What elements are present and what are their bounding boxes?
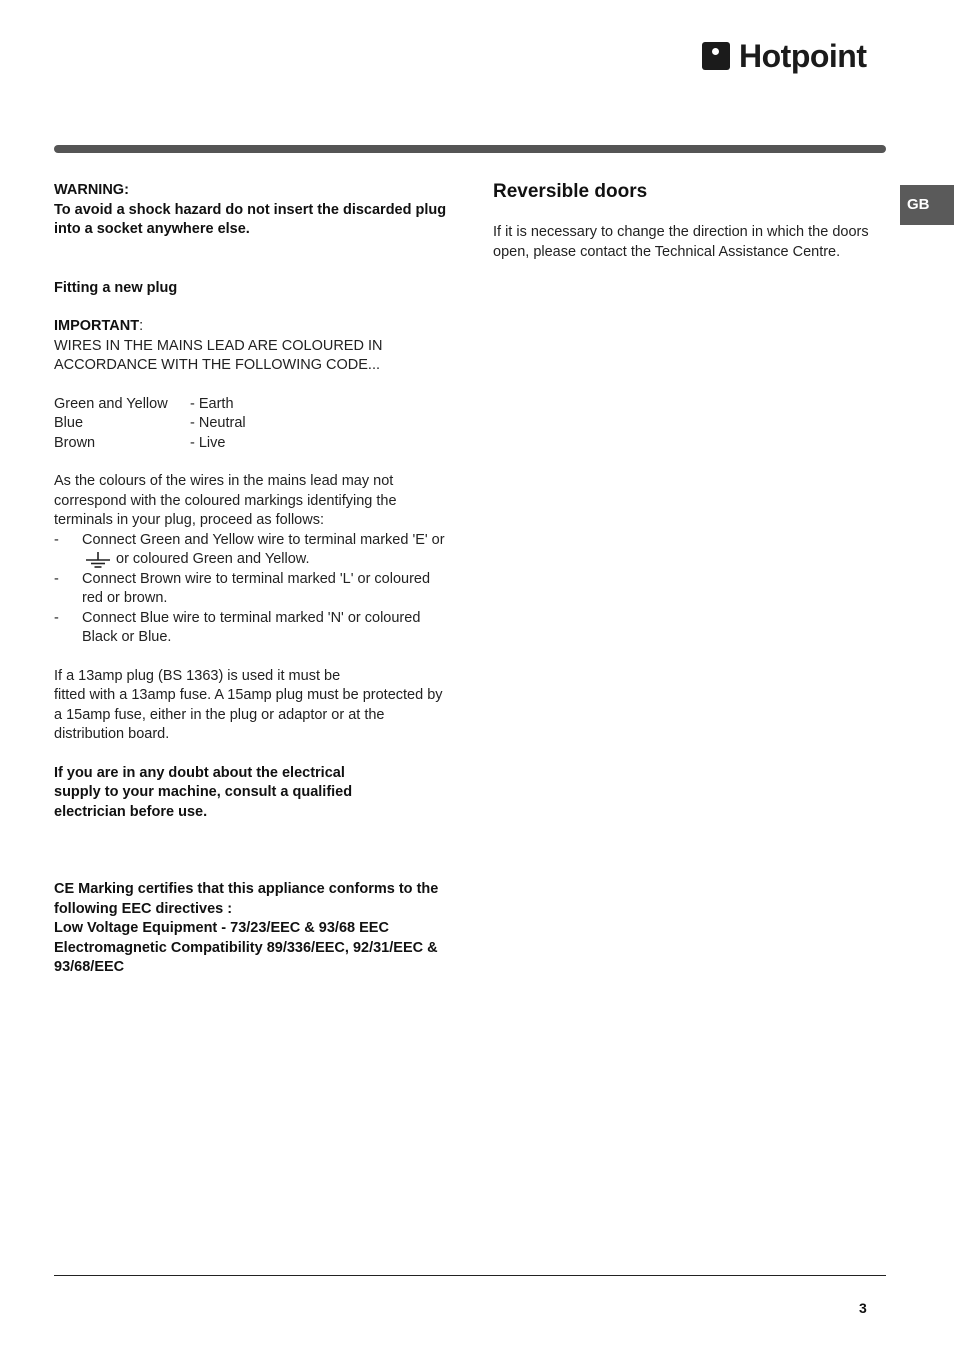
colour-code-row: [54, 395, 454, 415]
header-divider: [54, 145, 886, 153]
colours-intro: As the colours of the wires in the mains lead may not correspond with the coloured markings identifying the terminals in your plug, proceed as follows:: [54, 473, 397, 528]
ce-line: Electromagnetic Compatibility 89/336/EEC, 92/31/EEC & 93/68/EEC: [54, 939, 438, 975]
reversible-doors-text: If it is necessary to change the direction in which the doors open, please contact the Technical Assistance Centre.: [493, 224, 869, 260]
colour-name: Green and Yellow: [54, 395, 168, 412]
colour-code-row: [54, 434, 454, 454]
ce-line: Low Voltage Equipment - 73/23/EEC & 93/68 EEC: [54, 920, 389, 936]
important-label: IMPORTANT: [54, 318, 140, 334]
colour-meaning: - Neutral: [190, 415, 246, 431]
important-text: WIRES IN THE MAINS LEAD ARE COLOURED IN ACCORDANCE WITH THE FOLLOWING CODE...: [54, 337, 383, 373]
important-notice: [54, 317, 454, 337]
step-green-yellow-text-a: Connect Green and Yellow wire to terminal marked 'E' or: [82, 531, 445, 548]
hotpoint-logo-mark-icon: [702, 42, 730, 70]
page-number: 3: [859, 1300, 867, 1316]
fitting-title: Fitting a new plug: [54, 279, 178, 296]
wiring-steps: [54, 531, 454, 648]
brand-name: Hotpoint: [739, 38, 867, 74]
colour-meaning: - Earth: [190, 395, 234, 412]
warning-title: WARNING:: [54, 182, 129, 198]
section-title: Reversible doors: [493, 181, 648, 202]
step-blue: - Connect Blue wire to terminal marked 'N' or coloured Black or Blue.: [54, 609, 454, 648]
doubt-warning: If you are in any doubt about the electrical supply to your machine, consult a qualified electrician before use.: [54, 764, 353, 820]
colour-code-table: [54, 395, 454, 454]
colour-code-row: [54, 414, 454, 434]
step-green-yellow-text-b: or coloured Green and Yellow.: [116, 551, 310, 567]
language-tab: GB: [900, 185, 954, 225]
right-column: [493, 178, 885, 262]
left-column: [54, 181, 454, 978]
warning-text: To avoid a shock hazard do not insert the discarded plug into a socket anywhere else.: [54, 201, 447, 237]
important-colon: :: [139, 318, 144, 334]
fuse-text-2: fitted with a 13amp fuse. A 15amp plug must be protected by a 15amp fuse, either in the plug or adaptor or at the distribution board.: [54, 687, 443, 742]
step-green-yellow: [54, 531, 454, 570]
brand-logo: [702, 38, 867, 74]
earth-ground-icon: [86, 552, 110, 568]
ce-marking: [54, 880, 454, 978]
colour-name: Blue: [54, 415, 84, 431]
step-brown: - Connect Brown wire to terminal marked 'L' or coloured red or brown.: [54, 570, 454, 609]
colour-name: Brown: [54, 434, 96, 451]
colour-meaning: - Live: [190, 434, 226, 451]
footer-divider: [54, 1275, 886, 1276]
ce-line: CE Marking certifies that this appliance conforms to the following EEC directives :: [54, 881, 439, 917]
fuse-text-1: If a 13amp plug (BS 1363) is used it must be: [54, 667, 341, 684]
